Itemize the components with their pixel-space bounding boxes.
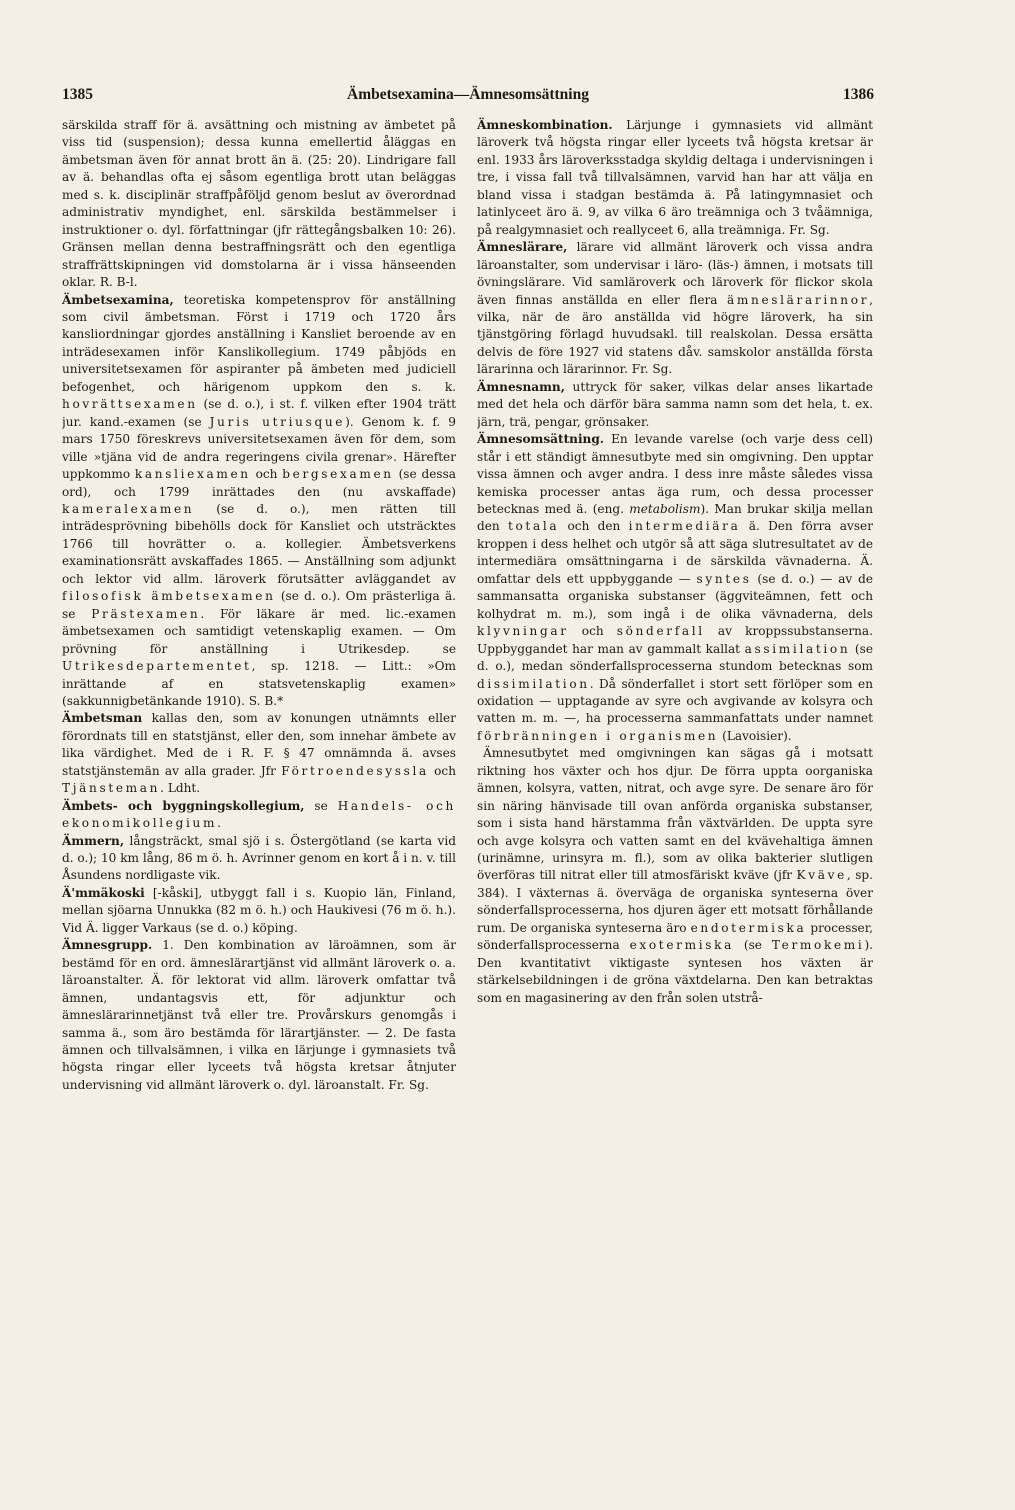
entry-amnesomsattning-cont: Ämnesutbytet med omgivningen kan sägas gå i motsatt riktning hos växter och hos djur. De förra uppta oorganiska ämnen, kolsyra, vatten, nitrat, och avge syre. De senare äro för sin näring hänvisade till ovan anförda organiska substanser, som i sista hand härstamma från växtvärlden. De uppta syre och avge kolsyra och vatten samt en del kvävehaltiga ämnen (urinämne, urinsyra m. fl.), som av olika bakterier slutligen överföras till nitrat eller till atmosfäriskt kväve (jfr Kväve, sp. 384). I växternas ä. överväga de organiska synteserna över sönderfallsprocesserna, hos djuren äger ett motsatt förhållande rum. De organiska synteserna äro endotermiska processer, sönderfallsprocesserna exotermiska (se Termokemi). Den kvantitativt viktigaste syntesen hos växten är stärkelsebildningen i de gröna växtdelarna. Den kan betraktas som en magasinering av den från solen utstrå- <box>477 746 873 1005</box>
entry-headword: Ämneskombination. <box>477 118 613 132</box>
entry-amneslarare: Ämneslärare, lärare vid allmänt läroverk och vissa andra läroanstalter, som undervisar i läro- (läs-) ämnen, i motsats till övningslärare. Vid samläroverk och läroverk för flickor skola även finnas anställda en eller flera ämneslärarinnor, vilka, när de äro anställda vid högre läroverk, ha sin tjänstgöring förlagd huvudsakl. till realskolan. Dessa ersätta delvis de före 1927 vid statens dåv. samskolor anställda första lärarinna och lärarinnor. Fr. Sg. <box>477 240 873 377</box>
entry-headword: Ämneslärare, <box>477 240 568 255</box>
entry-ammakoski: Ä'mmäkoski [-kåski], utbyggt fall i s. Kuopio län, Finland, mellan sjöarna Unnukka (82 m ö. h.) och Haukivesi (76 m ö. h.). Vid Ä. ligger Varkaus (se d. o.) köping. <box>62 885 456 935</box>
entry-amneskombination: Ämneskombination. Lärjunge i gymnasiets vid allmänt läroverk två högsta ringar eller lyceets två högsta kretsar är enl. 1933 års läroverksstadga skyldig deltaga i undervisningen i tre, i vissa fall två tillvalsämnen, varvid han har att välja en bland vissa i stadgan bestämda ä. På latingymnasiet och latinlyceet äro ä. 9, av vilka 6 äro treämniga och 3 tvåämniga, på realgymnasiet och reallyceet 6, alla treämniga. Fr. Sg. <box>477 118 873 237</box>
author-signature: R. B-l. <box>99 275 138 290</box>
entry-amnesnamn: Ämnesnamn, uttryck för saker, vilkas delar anses likartade med det hela och därför bära samma namn som det hela, t. ex. järn, trä, pengar, grönsaker. <box>477 379 873 429</box>
page-number-left: 1385 <box>62 86 93 103</box>
entry-ammern: Ämmern, långsträckt, smal sjö i s. Östergötland (se karta vid d. o.); 10 km lång, 86 m ö. h. Avrinner genom en kort å i n. v. till Åsundens nordligaste vik. <box>62 833 456 883</box>
entry-headword: Ämmern, <box>62 833 125 848</box>
entry-headword: Ä'mmäkoski <box>62 885 145 900</box>
entry-headword: Ämbets- och byggningskollegium, <box>62 798 305 813</box>
entry-headword: Ämbetsman <box>62 711 143 726</box>
right-column <box>477 117 873 1397</box>
entry-ambetsexamina: Ämbetsexamina, teoretiska kompetensprov för anställning som civil ämbetsman. Först i 1719 och 1720 års kansliordningar gjordes anställning i Kansliet beroende av en inträdesexamen inför Kanslikollegium. 1749 påbjöds en universitetsexamen för aspiranter på ämbeten med judiciell befogenhet, och härigenom uppkom den s. k. hovrättsexamen (se d. o.), i st. f. vilken efter 1904 trätt jur. kand.-examen (se Juris utriusque). Genom k. f. 9 mars 1750 föreskrevs universitetsexamen även för dem, som ville »tjäna vid de andra regeringens civila grenar». Härefter uppkommo kansliexamen och bergsexamen (se dessa ord), och 1799 inrättades den (nu avskaffade) kameralexamen (se d. o.), men rätten till inträdesprövning bibehölls dock för Kansliet och utsträcktes 1766 till hovrätter o. a. kollegier. Ämbetsverkens examinationsrätt avskaffades 1865. — Anställning som adjunkt och lektor vid allm. läroverk förutsätter avläggandet av filosofisk ämbetsexamen (se d. o.). Om prästerliga ä. se Prästexamen. För läkare är med. lic.-examen ämbetsexamen och samtidigt vetenskaplig examen. — Om prövning för anställning i Utrikesdep. se Utrikesdepartementet, sp. 1218. — Litt.: »Om inrättande af en statsvetenskaplig examen» (sakkunnigbetänkande 1910). S. B.* <box>62 292 456 708</box>
entry-ambets-och-byggningskollegium: Ämbets- och byggningskollegium, se Handels- och ekonomikollegium. <box>62 798 456 831</box>
entry-ambetsman: Ämbetsman kallas den, som av konungen utnämnts eller förordnats till en statstjänst, eller den, som innehar ämbete av lika värdighet. Med de i R. F. § 47 omnämnda ä. avses statstjänstemän av alla grader. Jfr Förtroendesyssla och Tjänsteman. Ldht. <box>62 711 456 796</box>
author-signature: Ldht. <box>167 781 201 796</box>
author-signature: Fr. Sg. <box>631 362 673 377</box>
left-column <box>62 117 456 1397</box>
author-signature: Fr. Sg. <box>388 1077 429 1092</box>
author-signature: S. B.* <box>248 693 284 708</box>
entry-amnesomsattning: Ämnesomsättning. En levande varelse (och varje dess cell) står i ett ständigt ämnesutbyte med sin omgivning. Den upptar vissa ämnen och avger andra. I dess inre måste således vissa kemiska processer antas äga rum, och dessa processer betecknas med ä. (eng. metabolism). Man brukar skilja mellan den totala och den intermediära ä. Den förra avser kroppen i dess helhet och utgör så att säga slutresultatet av de intermediära omsättningarna i de särskilda vävnaderna. Ä. omfattar dels ett uppbyggande — syntes (se d. o.) — av de sammansatta organiska substanser (äggviteämnen, fett och kolhydrat m. m.), som ingå i de olika vävnaderna, dels klyvningar och sönderfall av kroppssubstanserna. Uppbyggandet har man av gammalt kallat assimilation (se d. o.), medan sönderfallsprocesserna stundom betecknas som dissimilation. Då sönderfallet i stort sett förlöper som en oxidation — upptagande av syre och avgivande av kolsyra och vatten m. m. —, ha processerna sammanfattats under namnet förbränningen i organismen (Lavoisier). <box>477 432 873 743</box>
entry-continuation: särskilda straff för ä. avsättning och mistning av ämbetet på viss tid (suspension); dessa kunna emellertid åläggas en ämbetsman även för annat brott än ä. (25: 20). Lindrigare fall av ä. behandlas ofta ej såsom egentliga brott utan beläggas med s. k. disciplinär straffpåföljd genom beslut av överordnad administrativ myndighet, enl. särskilda bestämmelser i instruktioner o. dyl. författningar (jfr rättegångsbalken 10: 26). Gränsen mellan denna bestraffningsrätt och den egentliga straffrättskipningen vid domstolarna är i vissa hänseenden oklar. R. B-l. <box>62 118 456 290</box>
entry-headword: Ämnesgrupp. <box>62 938 153 953</box>
entry-headword: Ämbetsexamina, <box>62 292 174 307</box>
author-signature: Fr. Sg. <box>789 222 830 237</box>
running-header <box>62 86 874 110</box>
entry-amnesgrupp: Ämnesgrupp. 1. Den kombination av läroämnen, som är bestämd för en ord. ämneslärartjänst vid allmänt läroverk o. a. läroanstalter. Ä. för lektorat vid allm. läroverk omfattar två ämnen, undantagsvis ett, för adjunktur och ämneslärarinnetjänst två eller tre. Provårskurs genomgås i samma ä., som äro bestämda för lärartjänster. — 2. De fasta ämnen och tillvalsämnen, i vilka en lärjunge i gymnasiets två högsta ringar eller lyceets två högsta kretsar åtnjuter undervisning vid allmänt läroverk o. dyl. läroanstalt. Fr. Sg. <box>62 938 456 1092</box>
page-number-right: 1386 <box>843 86 874 103</box>
running-title: Ämbetsexamina—Ämnesomsättning <box>347 86 589 103</box>
entry-headword: Ämnesnamn, <box>477 379 565 394</box>
entry-headword: Ämnesomsättning. <box>477 432 605 447</box>
